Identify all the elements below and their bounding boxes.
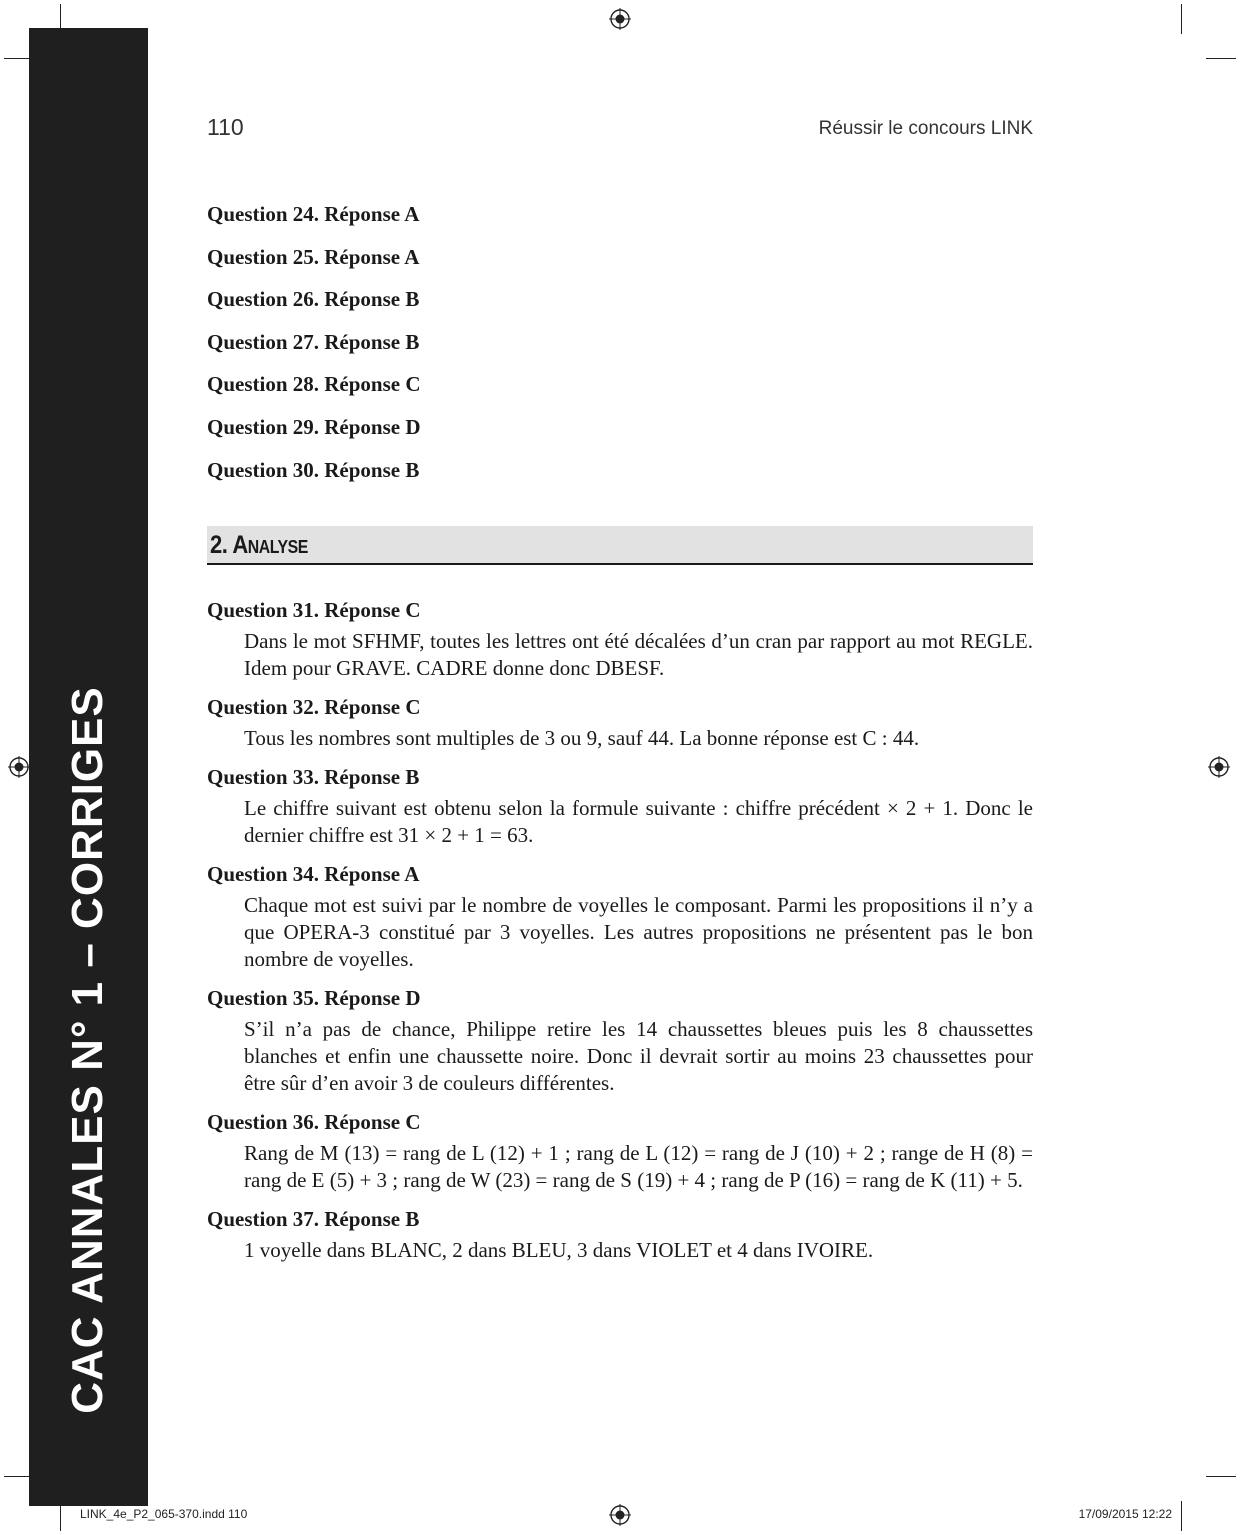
question-explanation: Le chiffre suivant est obtenu selon la formule suivante : chiffre précédent × 2 + 1. Donc le dernier chiffre est 31 × 2 + 1 = 63. bbox=[244, 796, 1033, 847]
analysis-section bbox=[207, 596, 1033, 1275]
crop-mark bbox=[1181, 1501, 1182, 1531]
question-block bbox=[207, 693, 1033, 752]
section-title: 2. Analyse bbox=[210, 531, 308, 559]
question-explanation: Tous les nombres sont multiples de 3 ou 9, sauf 44. La bonne réponse est C : 44. bbox=[244, 726, 920, 750]
answer-item: Question 30. Réponse B bbox=[207, 457, 420, 482]
question-explanation: Rang de M (13) = rang de L (12) + 1 ; rang de L (12) = rang de J (10) + 2 ; range de H (8) = rang de E (5) + 3 ; rang de W (23) = rang de S (19) + 4 ; rang de P (16) = rang de K (11) + 5. bbox=[244, 1141, 1033, 1192]
crop-mark bbox=[1206, 1476, 1236, 1477]
answer-item: Question 26. Réponse B bbox=[207, 287, 420, 312]
question-explanation: Chaque mot est suivi par le nombre de voyelles le composant. Parmi les propositions il n’y a que OPERA-3 constitué par 3 voyelles. Les autres propositions ne présentent pas le bon nombre de voyelles. bbox=[244, 893, 1033, 971]
answer-item: Question 25. Réponse A bbox=[207, 244, 420, 269]
question-block bbox=[207, 596, 1033, 682]
question-explanation: 1 voyelle dans BLANC, 2 dans BLEU, 3 dans VIOLET et 4 dans IVOIRE. bbox=[244, 1238, 874, 1262]
crop-mark bbox=[1181, 4, 1182, 34]
question-heading: Question 31. Réponse C bbox=[207, 598, 421, 622]
answer-item: Question 27. Réponse B bbox=[207, 329, 420, 354]
answer-item: Question 28. Réponse C bbox=[207, 372, 421, 397]
crop-mark bbox=[1206, 58, 1236, 59]
question-heading: Question 36. Réponse C bbox=[207, 1110, 421, 1134]
question-block bbox=[207, 984, 1033, 1097]
section-heading bbox=[207, 526, 1033, 565]
question-heading: Question 35. Réponse D bbox=[207, 986, 421, 1010]
footer-date-slug: 17/09/2015 12:22 bbox=[1078, 1507, 1172, 1521]
question-heading: Question 33. Réponse B bbox=[207, 765, 420, 789]
question-explanation: Dans le mot SFHMF, toutes les lettres ont été décalées d’un cran par rapport au mot REGLE. Idem pour GRAVE. CADRE donne donc DBESF. bbox=[244, 629, 1033, 680]
question-heading: Question 32. Réponse C bbox=[207, 695, 421, 719]
registration-mark-icon bbox=[609, 8, 631, 30]
question-block bbox=[207, 1108, 1033, 1194]
answer-item: Question 29. Réponse D bbox=[207, 414, 421, 439]
footer-file-slug: LINK_4e_P2_065-370.indd 110 bbox=[80, 1507, 248, 1521]
question-block bbox=[207, 860, 1033, 973]
question-explanation: S’il n’a pas de chance, Philippe retire les 14 chaussettes bleues puis les 8 chaussettes blanches et enfin une chaussette noire. Donc il devrait sortir au moins 23 chaussettes pour être sûr d’en avoir 3 de couleurs différentes. bbox=[244, 1017, 1033, 1095]
chapter-sidebar-title: CAC ANNALES N° 1 – CORRIGES bbox=[63, 686, 112, 1414]
registration-mark-icon bbox=[1208, 756, 1230, 778]
running-title: Réussir le concours LINK bbox=[818, 118, 1033, 139]
answer-item: Question 24. Réponse A bbox=[207, 202, 420, 226]
registration-mark-icon bbox=[609, 1504, 631, 1526]
question-block bbox=[207, 763, 1033, 849]
question-heading: Question 37. Réponse B bbox=[207, 1207, 420, 1231]
answer-list bbox=[207, 200, 421, 498]
page-number: 110 bbox=[207, 114, 244, 140]
question-heading: Question 34. Réponse A bbox=[207, 862, 420, 886]
question-block bbox=[207, 1205, 1033, 1264]
registration-mark-icon bbox=[8, 756, 30, 778]
